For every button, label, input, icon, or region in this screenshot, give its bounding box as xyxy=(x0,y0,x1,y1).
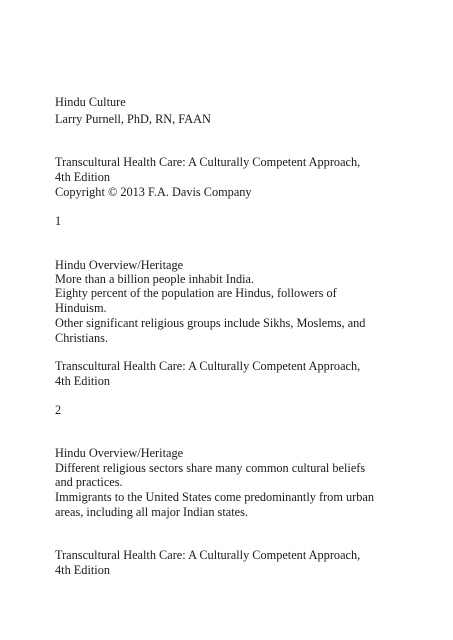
title-line: Hindu Culture xyxy=(55,95,126,109)
section-heading: Hindu Overview/Heritage xyxy=(55,258,184,272)
edition-line: 4th Edition xyxy=(55,563,110,577)
body-line: Christians. xyxy=(55,331,108,345)
book-title-line: Transcultural Health Care: A Culturally Competent Approach, xyxy=(55,359,361,373)
body-line: Other significant religious groups include Sikhs, Moslems, and xyxy=(55,316,366,330)
edition-line: 4th Edition xyxy=(55,170,110,184)
section-heading: Hindu Overview/Heritage xyxy=(55,446,184,460)
slide-number: 2 xyxy=(55,403,62,417)
body-line: areas, including all major Indian states. xyxy=(55,505,248,519)
body-line: More than a billion people inhabit India. xyxy=(55,272,255,286)
edition-line: 4th Edition xyxy=(55,374,110,388)
body-line: Hinduism. xyxy=(55,301,107,315)
slide-number: 1 xyxy=(55,214,62,228)
copyright-line: Copyright © 2013 F.A. Davis Company xyxy=(55,185,252,199)
body-line: and practices. xyxy=(55,475,123,489)
body-line: Eighty percent of the population are Hindus, followers of xyxy=(55,286,337,300)
book-title-line: Transcultural Health Care: A Culturally Competent Approach, xyxy=(55,548,361,562)
author-line: Larry Purnell, PhD, RN, FAAN xyxy=(55,112,211,126)
book-title-line: Transcultural Health Care: A Culturally Competent Approach, xyxy=(55,155,361,169)
body-line: Immigrants to the United States come predominantly from urban xyxy=(55,490,374,504)
body-line: Different religious sectors share many common cultural beliefs xyxy=(55,461,366,475)
